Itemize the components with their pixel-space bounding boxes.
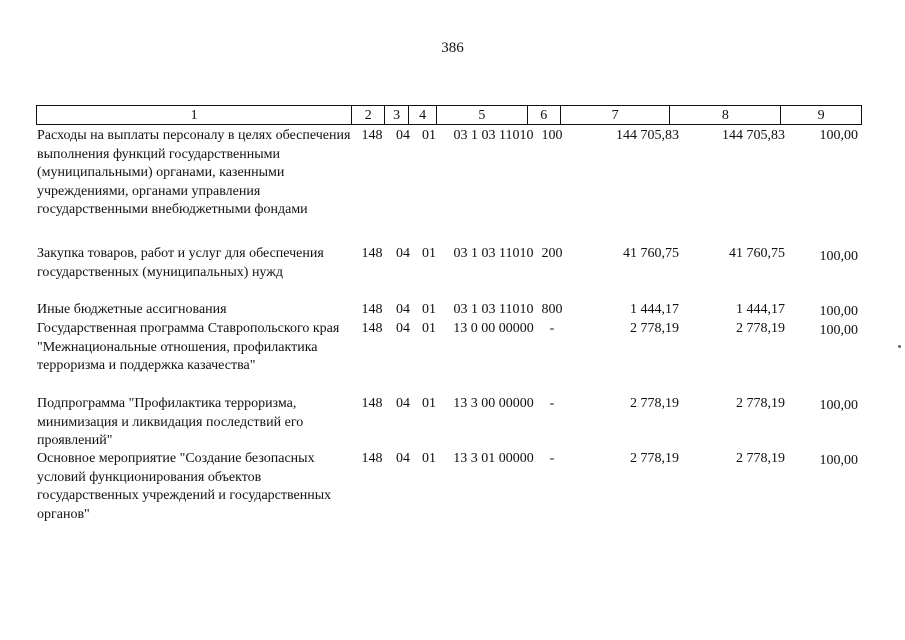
row-amount-7: 2 778,19 bbox=[630, 451, 679, 466]
row-code-4: 01 bbox=[422, 246, 436, 261]
row-code-3: 04 bbox=[396, 396, 410, 411]
row-code-2: 148 bbox=[361, 321, 383, 336]
row-code-6: 100 bbox=[541, 128, 563, 143]
row-code-6: 200 bbox=[541, 246, 563, 261]
row-amount-8: 144 705,83 bbox=[722, 128, 785, 143]
row-description: Государственная программа Ставропольского края "Межнациональные отношения, профилактика терроризма и поддержка казачества" bbox=[37, 321, 340, 373]
row-code-5: 03 1 03 11010 bbox=[453, 302, 534, 317]
row-amount-7: 2 778,19 bbox=[630, 321, 679, 336]
header-col-6: 6 bbox=[528, 106, 561, 124]
row-code-4: 01 bbox=[422, 396, 436, 411]
row-amount-8: 2 778,19 bbox=[736, 396, 785, 411]
row-percent-9: 100,00 bbox=[819, 128, 858, 143]
row-percent-9: 100,00 bbox=[819, 398, 858, 413]
row-percent-9: 100,00 bbox=[819, 453, 858, 468]
row-code-3: 04 bbox=[396, 321, 410, 336]
row-amount-8: 41 760,75 bbox=[729, 246, 785, 261]
row-code-2: 148 bbox=[361, 302, 383, 317]
row-amount-8: 2 778,19 bbox=[736, 321, 785, 336]
header-col-4: 4 bbox=[409, 106, 437, 124]
row-code-2: 148 bbox=[361, 246, 383, 261]
row-code-2: 148 bbox=[361, 396, 383, 411]
row-code-5: 03 1 03 11010 bbox=[453, 246, 534, 261]
row-code-2: 148 bbox=[361, 451, 383, 466]
row-description: Подпрограмма "Профилактика терроризма, минимизация и ликвидация последствий его проявлений" bbox=[37, 396, 304, 448]
header-col-2: 2 bbox=[352, 106, 385, 124]
header-col-5: 5 bbox=[437, 106, 528, 124]
row-code-6: - bbox=[549, 451, 555, 466]
row-code-4: 01 bbox=[422, 451, 436, 466]
row-code-6: - bbox=[549, 321, 555, 336]
header-col-1: 1 bbox=[37, 106, 352, 124]
row-code-4: 01 bbox=[422, 302, 436, 317]
row-code-2: 148 bbox=[361, 128, 383, 143]
row-description: Иные бюджетные ассигнования bbox=[37, 302, 227, 317]
row-amount-7: 41 760,75 bbox=[623, 246, 679, 261]
row-description: Расходы на выплаты персоналу в целях обеспечения выполнения функций государственными (муниципальными) органами, казенными учреждениями, органами управления государственными внебюджетными фондами bbox=[37, 128, 351, 217]
row-percent-9: 100,00 bbox=[819, 323, 858, 338]
row-code-3: 04 bbox=[396, 302, 410, 317]
row-code-3: 04 bbox=[396, 246, 410, 261]
budget-table bbox=[36, 105, 862, 522]
header-col-3: 3 bbox=[385, 106, 409, 124]
row-code-4: 01 bbox=[422, 128, 436, 143]
row-code-5: 13 3 00 00000 bbox=[453, 396, 534, 411]
header-col-9: 9 bbox=[817, 108, 825, 123]
row-code-6: 800 bbox=[541, 302, 563, 317]
header-col-8: 8 bbox=[670, 106, 781, 124]
row-code-5: 03 1 03 11010 bbox=[453, 128, 534, 143]
row-description: Закупка товаров, работ и услуг для обеспечения государственных (муниципальных) нужд bbox=[37, 246, 324, 280]
row-description: Основное мероприятие "Создание безопасных условий функционирования объектов государственных учреждений и государственных органов" bbox=[37, 451, 332, 522]
row-code-6: - bbox=[549, 396, 555, 411]
row-amount-8: 1 444,17 bbox=[736, 302, 785, 317]
row-code-3: 04 bbox=[396, 451, 410, 466]
row-amount-8: 2 778,19 bbox=[736, 451, 785, 466]
row-amount-7: 144 705,83 bbox=[616, 128, 679, 143]
row-amount-7: 1 444,17 bbox=[630, 302, 679, 317]
table-header-row bbox=[36, 105, 862, 125]
row-code-5: 13 3 01 00000 bbox=[453, 451, 534, 466]
row-percent-9: 100,00 bbox=[819, 249, 858, 264]
page-number: 386 bbox=[441, 40, 464, 56]
scan-speck bbox=[898, 345, 901, 348]
row-percent-9: 100,00 bbox=[819, 304, 858, 319]
header-col-7: 7 bbox=[561, 106, 671, 124]
row-code-4: 01 bbox=[422, 321, 436, 336]
row-amount-7: 2 778,19 bbox=[630, 396, 679, 411]
row-code-3: 04 bbox=[396, 128, 410, 143]
row-code-5: 13 0 00 00000 bbox=[453, 321, 534, 336]
